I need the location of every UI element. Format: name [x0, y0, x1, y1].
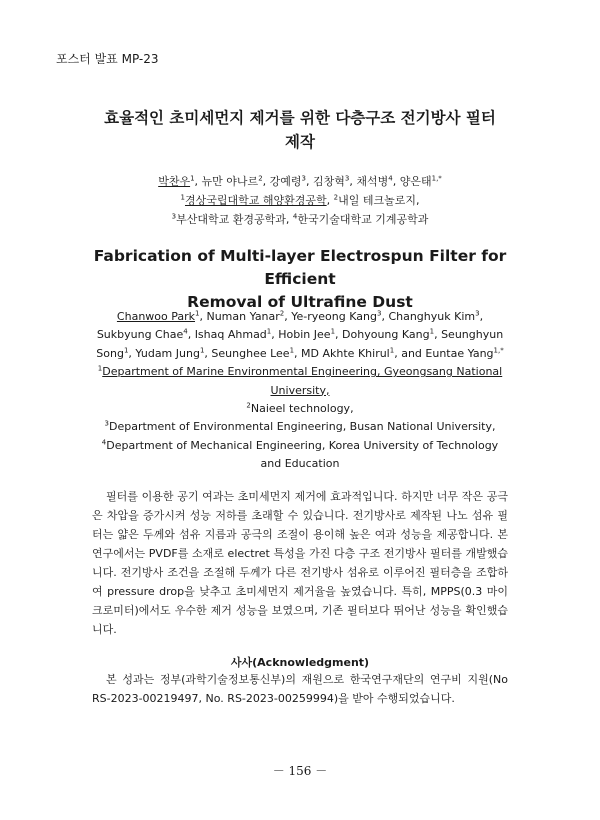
- affiliation-marker: 4: [101, 438, 107, 447]
- author-affiliation-marker: 1: [289, 346, 295, 355]
- english-title-line: Fabrication of Multi-layer Electrospun Filter for Efficient: [93, 247, 507, 288]
- author-affiliation-marker: 2: [279, 309, 285, 318]
- author-name: 김창혁: [313, 175, 345, 188]
- author-name: Chanwoo Park: [116, 310, 196, 323]
- author-name: 강예령: [269, 175, 302, 188]
- author-name: 양은태: [399, 175, 432, 188]
- author-name: Seunghyun Song: [96, 328, 504, 360]
- korean-title-line: 효율적인 초미세먼지 제거를 위한 다층구조 전기방사 필터: [104, 109, 496, 127]
- author-name: 뉴만 야나르: [201, 175, 259, 188]
- korean-title-line: 제작: [285, 133, 315, 151]
- affiliation-text: Department of Mechanical Engineering, Korea University of Technology and Education: [106, 438, 499, 471]
- english-affiliation-line: [92, 363, 508, 400]
- author-name: Ye-ryeong Kang: [291, 310, 377, 323]
- author-affiliation-marker: 3: [344, 174, 350, 183]
- author-affiliation-marker: 1: [330, 327, 336, 336]
- author-affiliation-marker: 1,*: [493, 346, 504, 355]
- author-name: MD Akhte Khirul: [301, 346, 390, 360]
- author-name: 박찬우: [158, 175, 191, 188]
- english-title-line: Removal of Ultrafine Dust: [187, 293, 413, 311]
- affiliation-marker: 2: [333, 193, 339, 202]
- affiliation-text: 경상국립대학교 해양환경공학: [184, 194, 327, 207]
- affiliation-text: Naieel technology,: [250, 402, 354, 416]
- session-label: 포스터 발표 MP-23: [56, 52, 159, 66]
- author-name: Euntae Yang: [425, 346, 494, 360]
- english-affiliation-line: [92, 400, 508, 418]
- affiliation-text: 내일 테크놀로지,: [338, 194, 420, 207]
- author-affiliation-marker: 1,*: [431, 174, 442, 183]
- author-affiliation-marker: 3: [475, 309, 480, 318]
- author-name: Yudam Jung: [135, 346, 200, 360]
- author-affiliation-marker: 1: [389, 346, 395, 355]
- author-affiliation-marker: 1: [199, 346, 205, 355]
- english-affiliation-line: [92, 437, 508, 474]
- affiliation-marker: 1: [97, 364, 103, 373]
- author-affiliation-marker: 3: [376, 309, 382, 318]
- english-title: [80, 245, 520, 314]
- author-affiliation-marker: 1: [266, 327, 272, 336]
- korean-affiliation-line: $^1$경상국립대학교 해양환경공학, $^2$내일 테크놀로지,: [180, 193, 420, 207]
- affiliation-text: Department of Marine Environmental Engineering, Gyeongsang National University,: [102, 365, 503, 397]
- korean-authors: [90, 172, 510, 229]
- affiliation-marker: 1: [180, 193, 185, 202]
- author-name: Numan Yanar: [206, 310, 280, 323]
- author-name: 채석병: [356, 175, 389, 188]
- author-affiliation-marker: 1: [123, 346, 129, 355]
- abstract-paragraph: 필터를 이용한 공기 여과는 초미세먼지 제거에 효과적입니다. 하지만 너무 작은 공극은 차압을 증가시켜 성능 저하를 초래할 수 있습니다. 전기방사로 제작된 나노 섬유 필터는 얇은 두께와 섬유 지름과 공극의 조절이 용이해 높은 여과 성능을 제공합니다. 본 연구에서는 PVDF를 소재로 electret 특성을 가진 다층 구조 전기방사 필터를 개발했습니다. 전기방사 조건을 조절해 두께가 다른 전기방사 섬유로 이루어진 필터층을 조합하여 pressure drop을 낮추고 초미세먼지 제거율을 높였습니다. 특히, MPPS(0.3 마이크로미터)에서도 우수한 제거 성능을 보였으며, 기존 필터보다 뛰어난 성능을 확인했습니다.: [92, 490, 508, 636]
- english-author-list: Chanwoo Park$^1$, Numan Yanar$^2$, Ye-ryeong Kang$^3$, Changhyuk Kim$^3$, Sukbyung Chae$^4$, Ishaq Ahmad$^1$, Hobin Jee$^1$, Dohyoung Kang$^1$, Seunghyun Song$^1$, Yudam Jung$^1$, Seunghee Lee$^1$, MD Akhte Khirul$^1$, and Euntae Yang$^{1,*}$: [96, 309, 504, 360]
- author-affiliation-marker: 3: [301, 174, 307, 183]
- author-affiliation-marker: 1: [195, 309, 200, 318]
- affiliation-marker: 3: [171, 212, 177, 221]
- affiliation-text: 부산대학교 환경공학과,: [176, 213, 293, 226]
- acknowledgment-paragraph: 본 성과는 정부(과학기술정보통신부)의 재원으로 한국연구재단의 연구비 지원(No RS-2023-00219497, No. RS-2023-00259994)을 받아 수행되었습니다.: [92, 673, 508, 705]
- korean-author-list: 박찬우$^1$, 뉴만 야나르$^2$, 강예령$^3$, 김창혁$^3$, 채석병$^4$, 양은태$^{1,*}$: [158, 174, 442, 188]
- english-affiliation-line: [92, 418, 508, 436]
- acknowledgment-heading: 사사(Acknowledgment): [230, 656, 370, 669]
- author-name: Changhyuk Kim: [388, 310, 476, 323]
- author-name: Seunghee Lee: [211, 346, 290, 360]
- affiliation-text: Department of Environmental Engineering, Busan National University,: [109, 420, 496, 434]
- affiliation-marker: 4: [292, 212, 298, 221]
- author-affiliation-marker: 1: [429, 327, 435, 336]
- korean-affiliation-line: [90, 210, 510, 229]
- author-name: Sukbyung Chae: [96, 328, 184, 342]
- english-affiliations: [92, 363, 508, 473]
- english-authors: [92, 308, 508, 474]
- author-name: Dohyoung Kang: [342, 328, 430, 342]
- affiliation-marker: 2: [246, 401, 251, 410]
- page-number: － 156 －: [272, 764, 328, 778]
- affiliation-text: 한국기술대학교 기계공학과: [297, 213, 429, 226]
- author-affiliation-marker: 4: [183, 327, 188, 336]
- affiliation-marker: 3: [104, 419, 109, 428]
- author-affiliation-marker: 1: [190, 174, 195, 183]
- author-name: Hobin Jee: [278, 328, 331, 342]
- author-affiliation-marker: 2: [258, 174, 263, 183]
- author-name: Ishaq Ahmad: [194, 328, 267, 342]
- korean-title: [90, 106, 510, 154]
- author-affiliation-marker: 4: [388, 174, 393, 183]
